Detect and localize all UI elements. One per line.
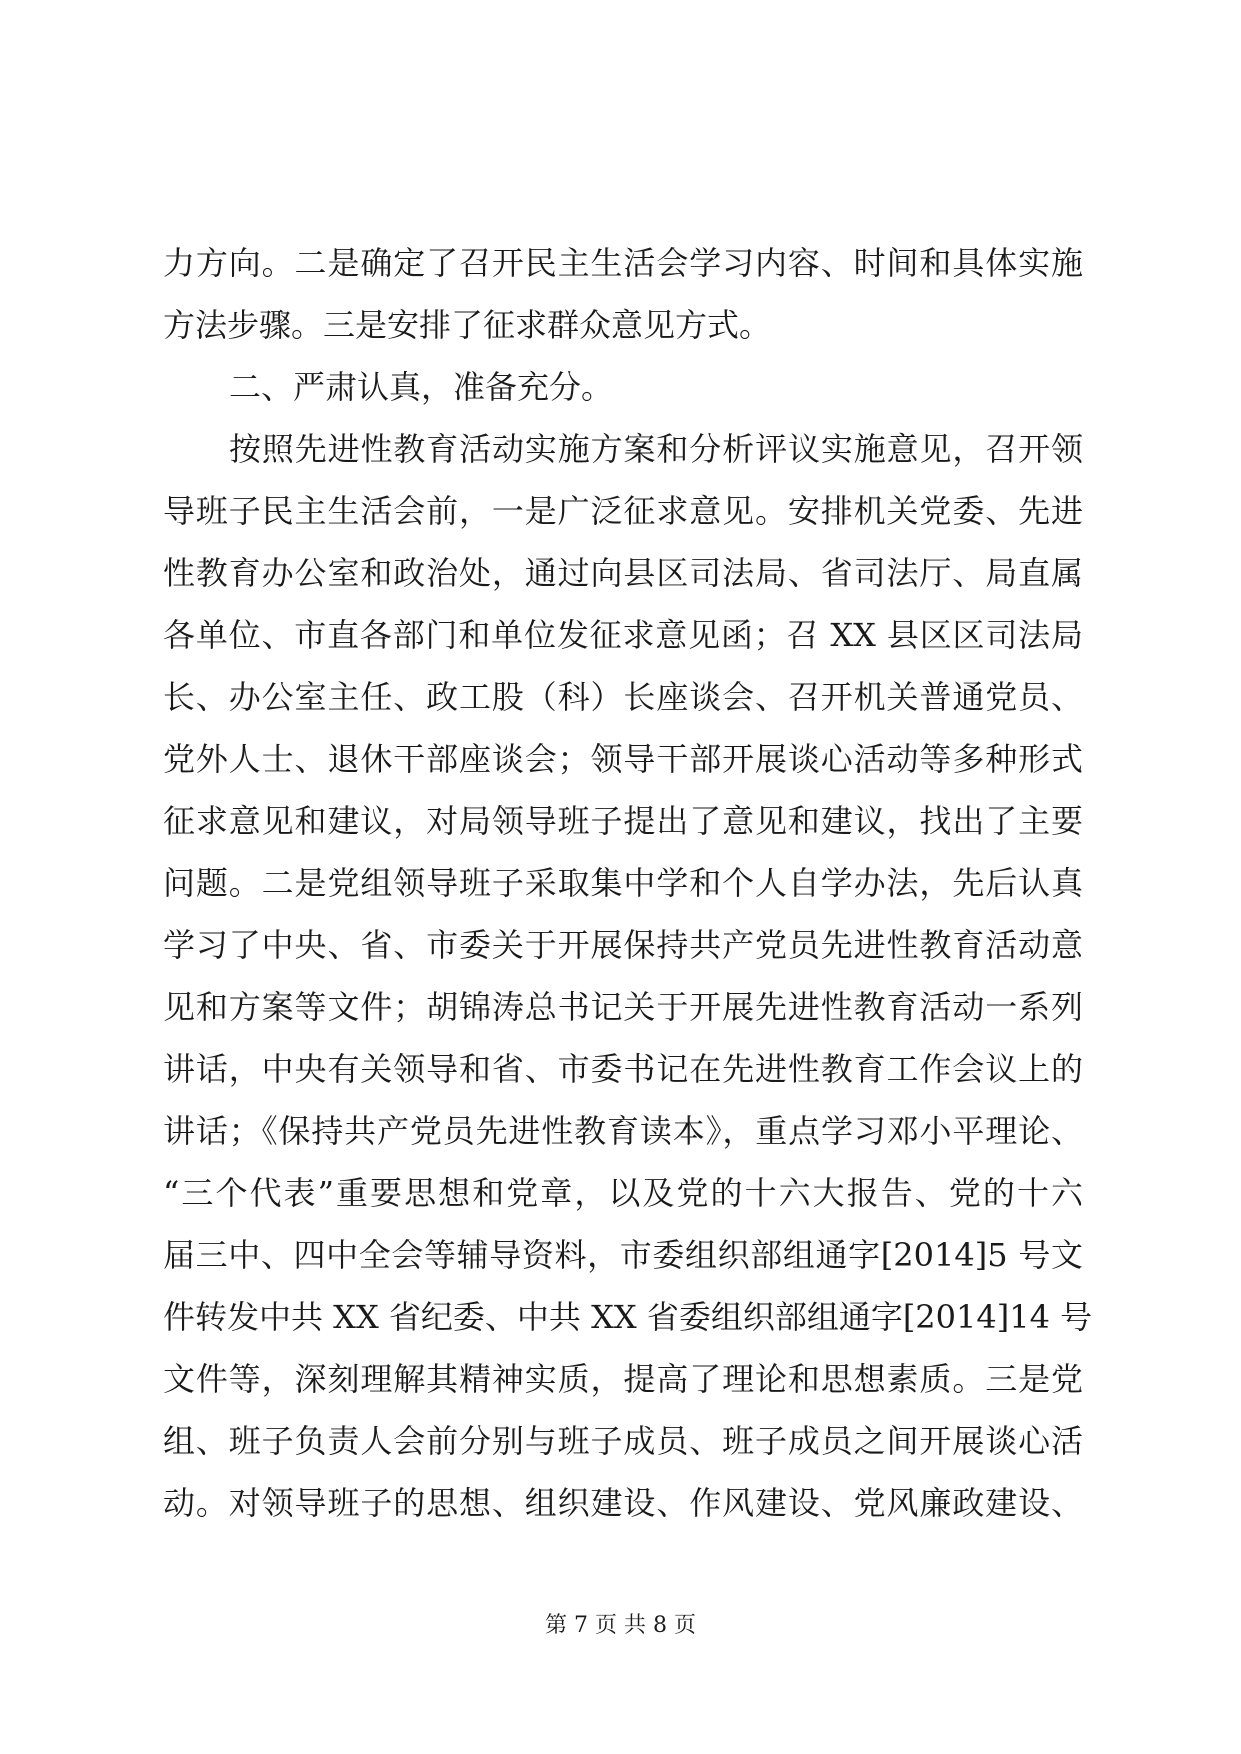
text-line: 各单位、市直各部门和单位发征求意见函；召 XX 县区区司法局 bbox=[163, 616, 1083, 654]
text-line: 力方向。二是确定了召开民主生活会学习内容、时间和具体实施 bbox=[163, 244, 1083, 282]
text-line: “三个代表”重要思想和党章，以及党的十六大报告、党的十六 bbox=[163, 1174, 1083, 1212]
text-line: 讲话；《保持共产党员先进性教育读本》，重点学习邓小平理论、 bbox=[163, 1112, 1083, 1150]
text-line: 长、办公室主任、政工股（科）长座谈会、召开机关普通党员、 bbox=[163, 678, 1083, 716]
text-line: 文件等，深刻理解其精神实质，提高了理论和思想素质。三是党 bbox=[163, 1360, 1083, 1398]
text-line: 见和方案等文件；胡锦涛总书记关于开展先进性教育活动一系列 bbox=[163, 988, 1083, 1026]
page-number-footer: 第 7 页 共 8 页 bbox=[545, 1613, 696, 1638]
text-line: 方法步骤。三是安排了征求群众意见方式。 bbox=[163, 306, 772, 344]
text-line: 讲话，中央有关领导和省、市委书记在先进性教育工作会议上的 bbox=[163, 1050, 1083, 1088]
paragraph-first-line: 按照先进性教育活动实施方案和分析评议实施意见，召开领 bbox=[229, 430, 1083, 468]
text-line: 学习了中央、省、市委关于开展保持共产党员先进性教育活动意 bbox=[163, 926, 1083, 964]
text-line: 征求意见和建议，对局领导班子提出了意见和建议，找出了主要 bbox=[163, 802, 1083, 840]
text-line: 导班子民主生活会前，一是广泛征求意见。安排机关党委、先进 bbox=[163, 492, 1083, 530]
text-line: 届三中、四中全会等辅导资料，市委组织部组通字[2014]5 号文 bbox=[163, 1236, 1083, 1274]
text-line: 问题。二是党组领导班子采取集中学和个人自学办法，先后认真 bbox=[163, 864, 1083, 902]
text-line: 件转发中共 XX 省纪委、中共 XX 省委组织部组通字[2014]14 号 bbox=[163, 1298, 1093, 1336]
section-heading: 二、严肃认真，准备充分。 bbox=[229, 368, 614, 406]
text-line: 组、班子负责人会前分别与班子成员、班子成员之间开展谈心活 bbox=[163, 1422, 1083, 1460]
document-body bbox=[163, 232, 1093, 1534]
text-line: 性教育办公室和政治处，通过向县区司法局、省司法厅、局直属 bbox=[163, 554, 1083, 592]
text-line: 动。对领导班子的思想、组织建设、作风建设、党风廉政建设、 bbox=[163, 1484, 1083, 1522]
text-line: 党外人士、退休干部座谈会；领导干部开展谈心活动等多种形式 bbox=[163, 740, 1083, 778]
